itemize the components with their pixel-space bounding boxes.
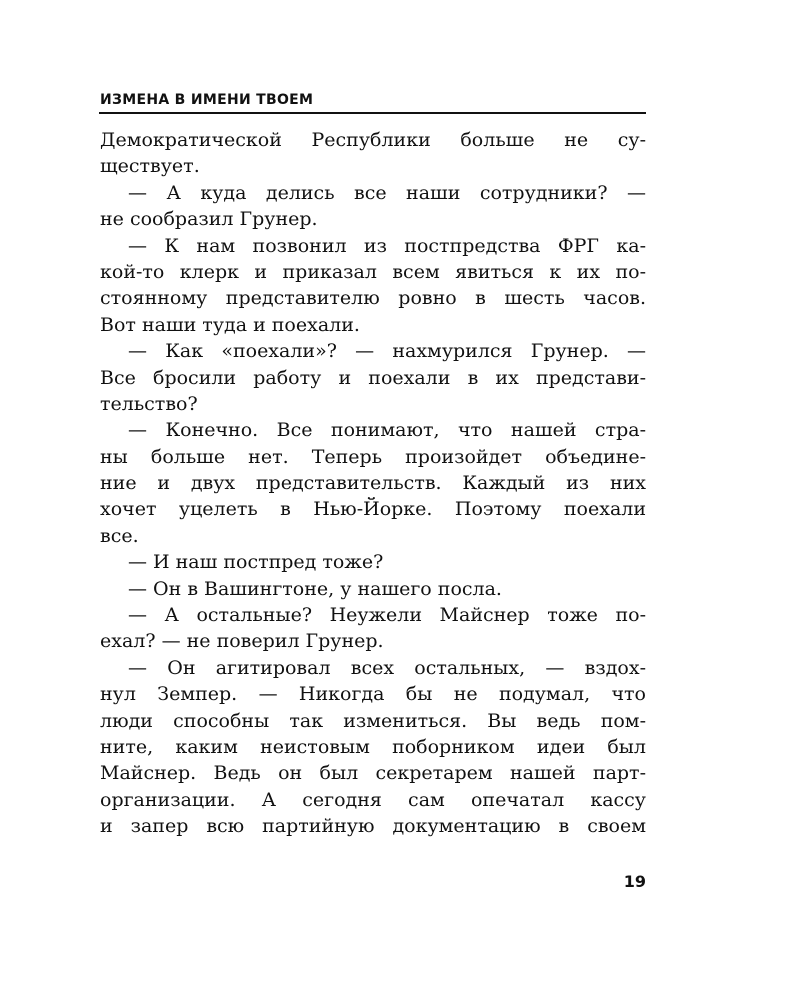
text-line: хочет уцелеть в Нью-Йорке. Поэтому поехали	[100, 498, 646, 521]
text-line: — Он в Вашингтоне, у нашего посла.	[128, 577, 502, 600]
text-line: — Конечно. Все понимают, что нашей стра-	[128, 419, 646, 442]
text-line: — Он агитировал всех остальных, — вздох-	[128, 656, 646, 679]
text-line: Вот наши туда и поехали.	[100, 313, 360, 336]
text-line: нул Земпер. — Никогда бы не подумал, что	[100, 683, 646, 706]
text-line: тельство?	[100, 392, 198, 415]
text-line: ны больше нет. Теперь произойдет объедине-	[100, 445, 646, 468]
text-line: Демократической Республики больше не су-	[100, 129, 646, 151]
text-line: люди способны так измениться. Вы ведь пом-	[100, 709, 646, 732]
running-header: ИЗМЕНА В ИМЕНИ ТВОЕМ	[100, 92, 314, 108]
text-line: ние и двух представительств. Каждый из них	[100, 472, 646, 495]
body-text	[100, 127, 646, 840]
text-line: кой-то клерк и приказал всем явиться к их по-	[100, 260, 646, 283]
text-line: и запер всю партийную документацию в своем	[100, 815, 646, 838]
text-line: стоянному представителю ровно в шесть часов.	[100, 287, 646, 310]
text-line: Майснер. Ведь он был секретарем нашей парт-	[100, 762, 646, 785]
text-line: — А остальные? Неужели Майснер тоже по-	[128, 604, 646, 627]
text-line: — А куда делись все наши сотрудники? —	[128, 181, 646, 204]
text-line: не сообразил Грунер.	[100, 208, 318, 231]
text-line: все.	[100, 524, 139, 547]
text-line: — И наш постпред тоже?	[128, 551, 384, 574]
text-line: ехал? — не поверил Грунер.	[100, 630, 384, 653]
text-line: ществует.	[100, 155, 200, 178]
text-line: ните, каким неистовым поборником идеи был	[100, 735, 646, 758]
page-number: 19	[623, 872, 646, 891]
header-rule	[99, 112, 646, 114]
text-line: организации. А сегодня сам опечатал кассу	[100, 788, 646, 811]
text-line: Все бросили работу и поехали в их представи-	[100, 366, 646, 389]
text-line: — Как «поехали»? — нахмурился Грунер. —	[128, 340, 646, 363]
text-line: — К нам позвонил из постпредства ФРГ ка-	[128, 234, 646, 257]
